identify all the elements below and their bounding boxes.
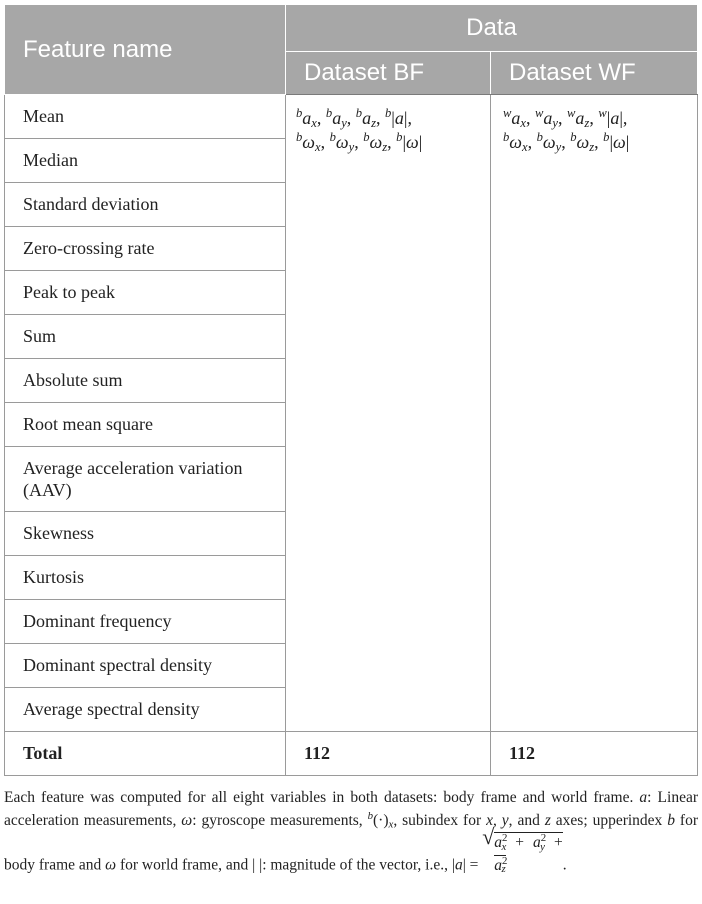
header-data: Data — [286, 5, 698, 52]
header-feature-name: Feature name — [5, 5, 286, 95]
bf-variables-cell — [286, 95, 491, 732]
total-bf: 112 — [286, 732, 491, 776]
wf-variables-cell — [491, 95, 698, 732]
total-label: Total — [5, 732, 286, 776]
feature-cell: Absolute sum — [5, 359, 286, 403]
wf-variables-line1: $^wa_x$, $^wa_y$, $^wa_z$, $^w$|a|, — [503, 106, 628, 131]
features-table — [4, 4, 698, 776]
feature-cell: Root mean square — [5, 403, 286, 447]
header-dataset-bf: Dataset BF — [286, 52, 491, 95]
feature-cell: Average acceleration variation (AAV) — [5, 447, 286, 512]
feature-cell: Sum — [5, 315, 286, 359]
feature-cell: Dominant frequency — [5, 600, 286, 644]
feature-cell: Mean — [5, 95, 286, 139]
total-wf: 112 — [491, 732, 698, 776]
feature-cell: Skewness — [5, 512, 286, 556]
feature-cell: Average spectral density — [5, 688, 286, 732]
feature-cell: Kurtosis — [5, 556, 286, 600]
bf-variables-line2: $^b\omega_x$, $^b\omega_y$, $^b\omega_z$, $^b$|ω| — [296, 130, 423, 155]
feature-cell: Standard deviation — [5, 183, 286, 227]
table-footnote: Each feature was computed for all eight variables in both datasets: body frame and world frame. a: Linear acceleration measurements, ω: gyroscope measurements, $^b(\cdot)_x$, subindex for x, y, and z axes; upperindex b for body frame and ω for world frame, and | |: magnitude of the vector, i.e., |a| = √ $a^2_x + a^2_y + a^2_z$ . — [4, 789, 699, 876]
feature-cell: Zero-crossing rate — [5, 227, 286, 271]
wf-variables-line2: $^b\omega_x$, $^b\omega_y$, $^b\omega_z$, $^b$|ω| — [503, 130, 630, 155]
header-dataset-wf: Dataset WF — [491, 52, 698, 95]
bf-variables-line1: $^ba_x$, $^ba_y$, $^ba_z$, $^b$|a|, — [296, 106, 412, 131]
feature-cell: Peak to peak — [5, 271, 286, 315]
feature-cell: Median — [5, 139, 286, 183]
feature-cell: Dominant spectral density — [5, 644, 286, 688]
